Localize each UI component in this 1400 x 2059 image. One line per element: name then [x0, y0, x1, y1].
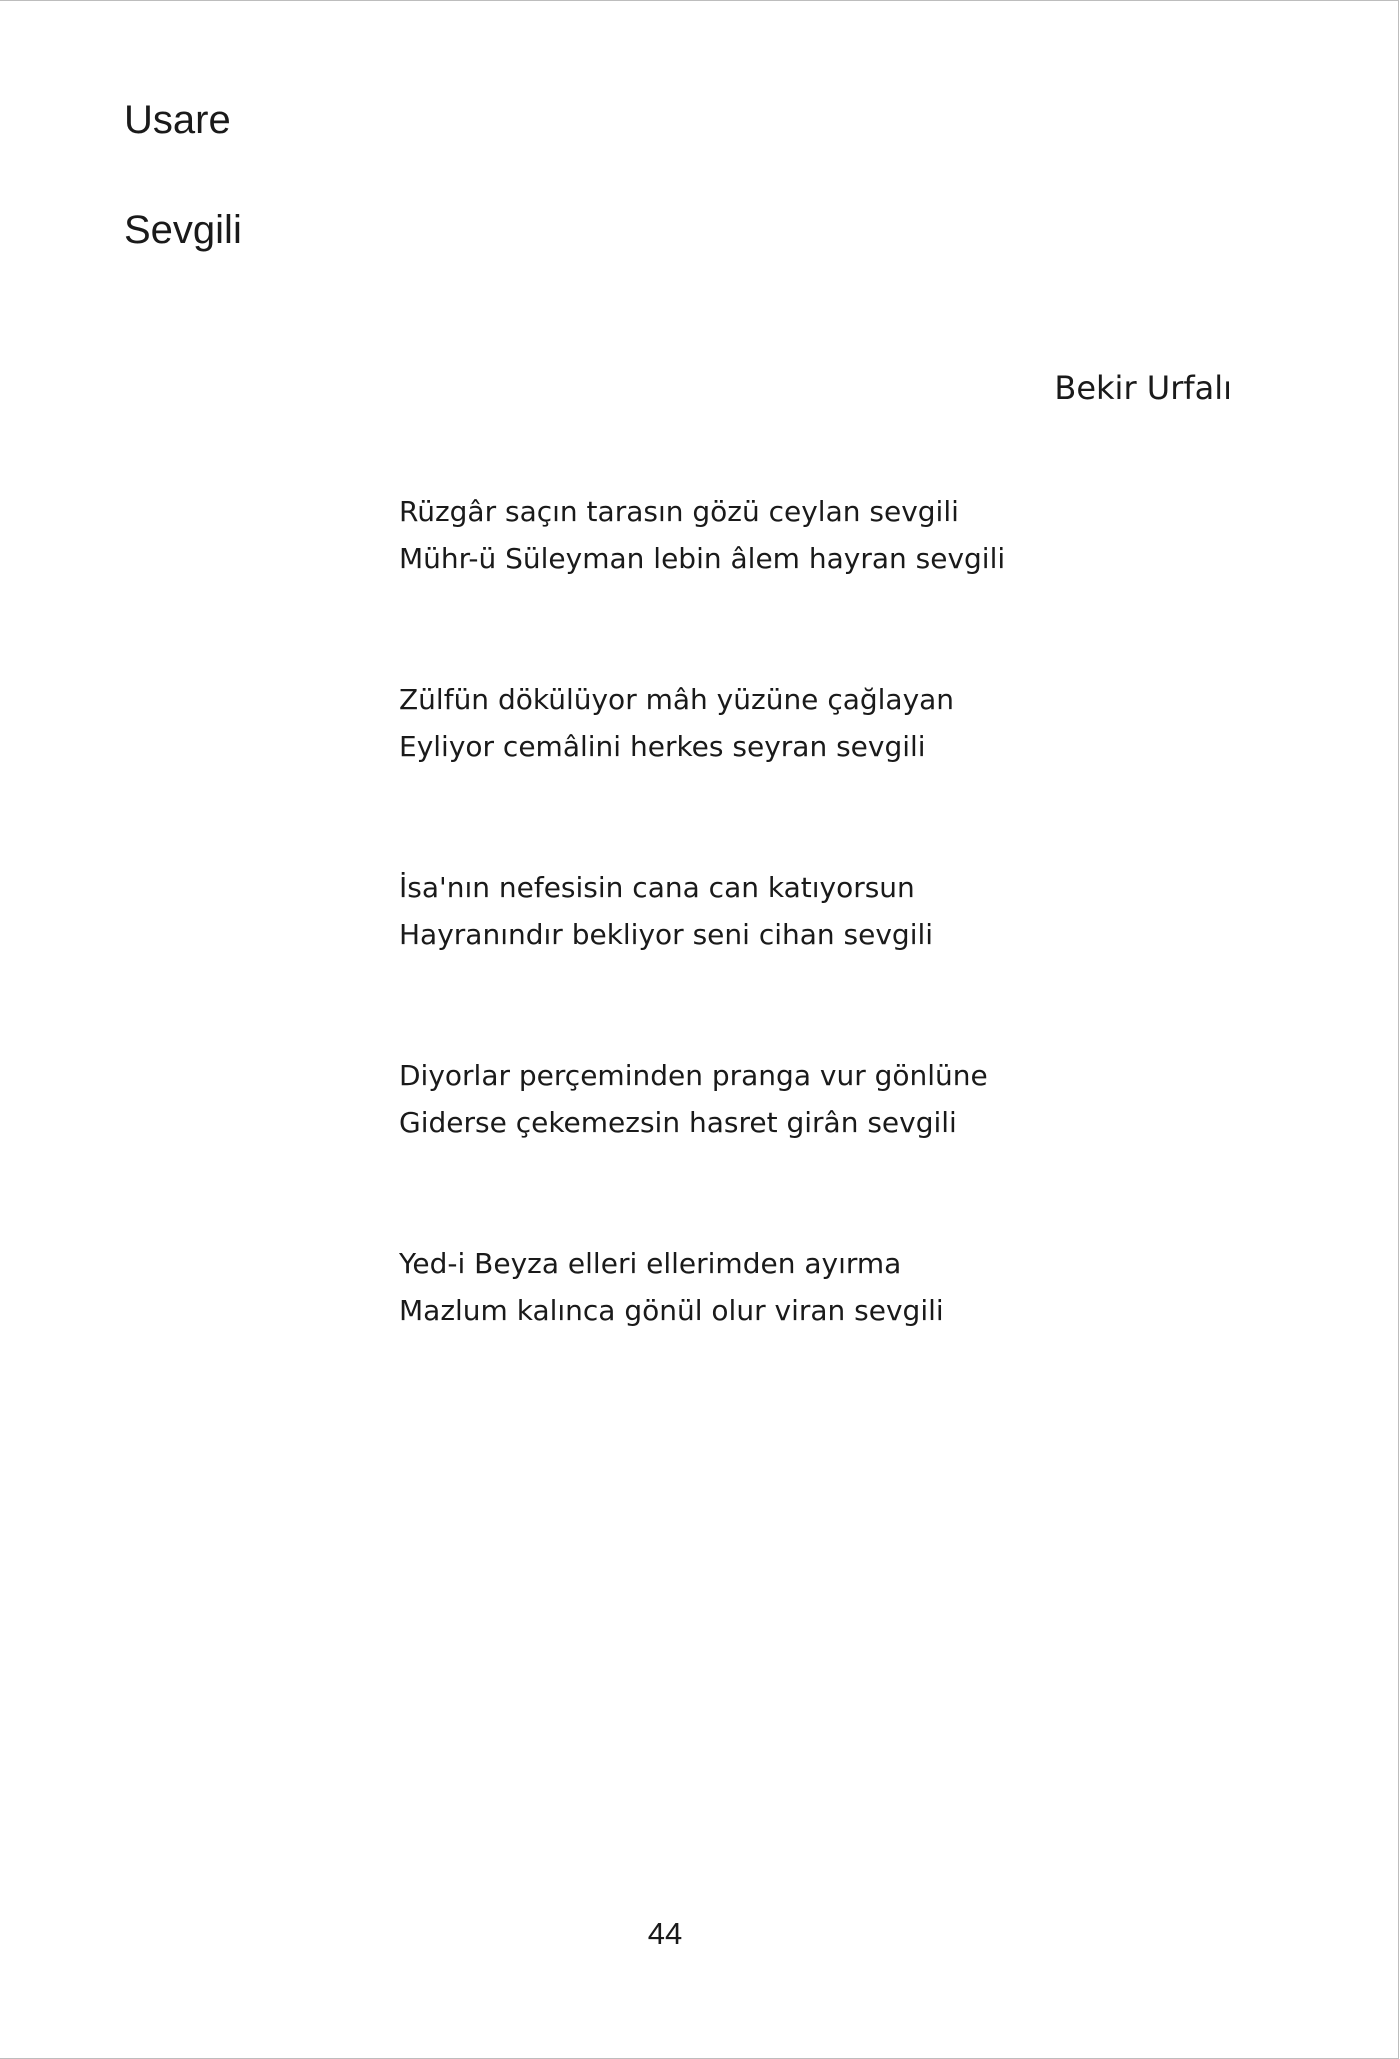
poem-author: Bekir Urfalı [1054, 369, 1232, 407]
poem-body [399, 488, 1005, 1428]
page-number: 44 [647, 1916, 683, 1951]
poem-line: Mazlum kalınca gönül olur viran sevgili [399, 1294, 944, 1327]
poem-line: Yed-i Beyza elleri ellerimden ayırma [399, 1247, 902, 1280]
poem-line: Eyliyor cemâlini herkes seyran sevgili [399, 730, 926, 763]
poem-title: Sevgili [124, 208, 242, 252]
poem-line: Hayranındır bekliyor seni cihan sevgili [399, 918, 934, 951]
stanza-4 [399, 1052, 1005, 1240]
magazine-name: Usare [124, 98, 231, 142]
stanza-1 [399, 488, 1005, 676]
stanza-2 [399, 676, 1005, 864]
poem-line: Rüzgâr saçın tarasın gözü ceylan sevgili [399, 495, 959, 528]
poem-line: Giderse çekemezsin hasret girân sevgili [399, 1106, 957, 1139]
poem-line: İsa'nın nefesisin cana can katıyorsun [399, 871, 915, 904]
stanza-3 [399, 864, 1005, 1052]
poem-line: Mühr-ü Süleyman lebin âlem hayran sevgili [399, 542, 1006, 575]
poem-line: Diyorlar perçeminden pranga vur gönlüne [399, 1059, 988, 1092]
stanza-5 [399, 1240, 1005, 1428]
poem-line: Zülfün dökülüyor mâh yüzüne çağlayan [399, 683, 955, 716]
